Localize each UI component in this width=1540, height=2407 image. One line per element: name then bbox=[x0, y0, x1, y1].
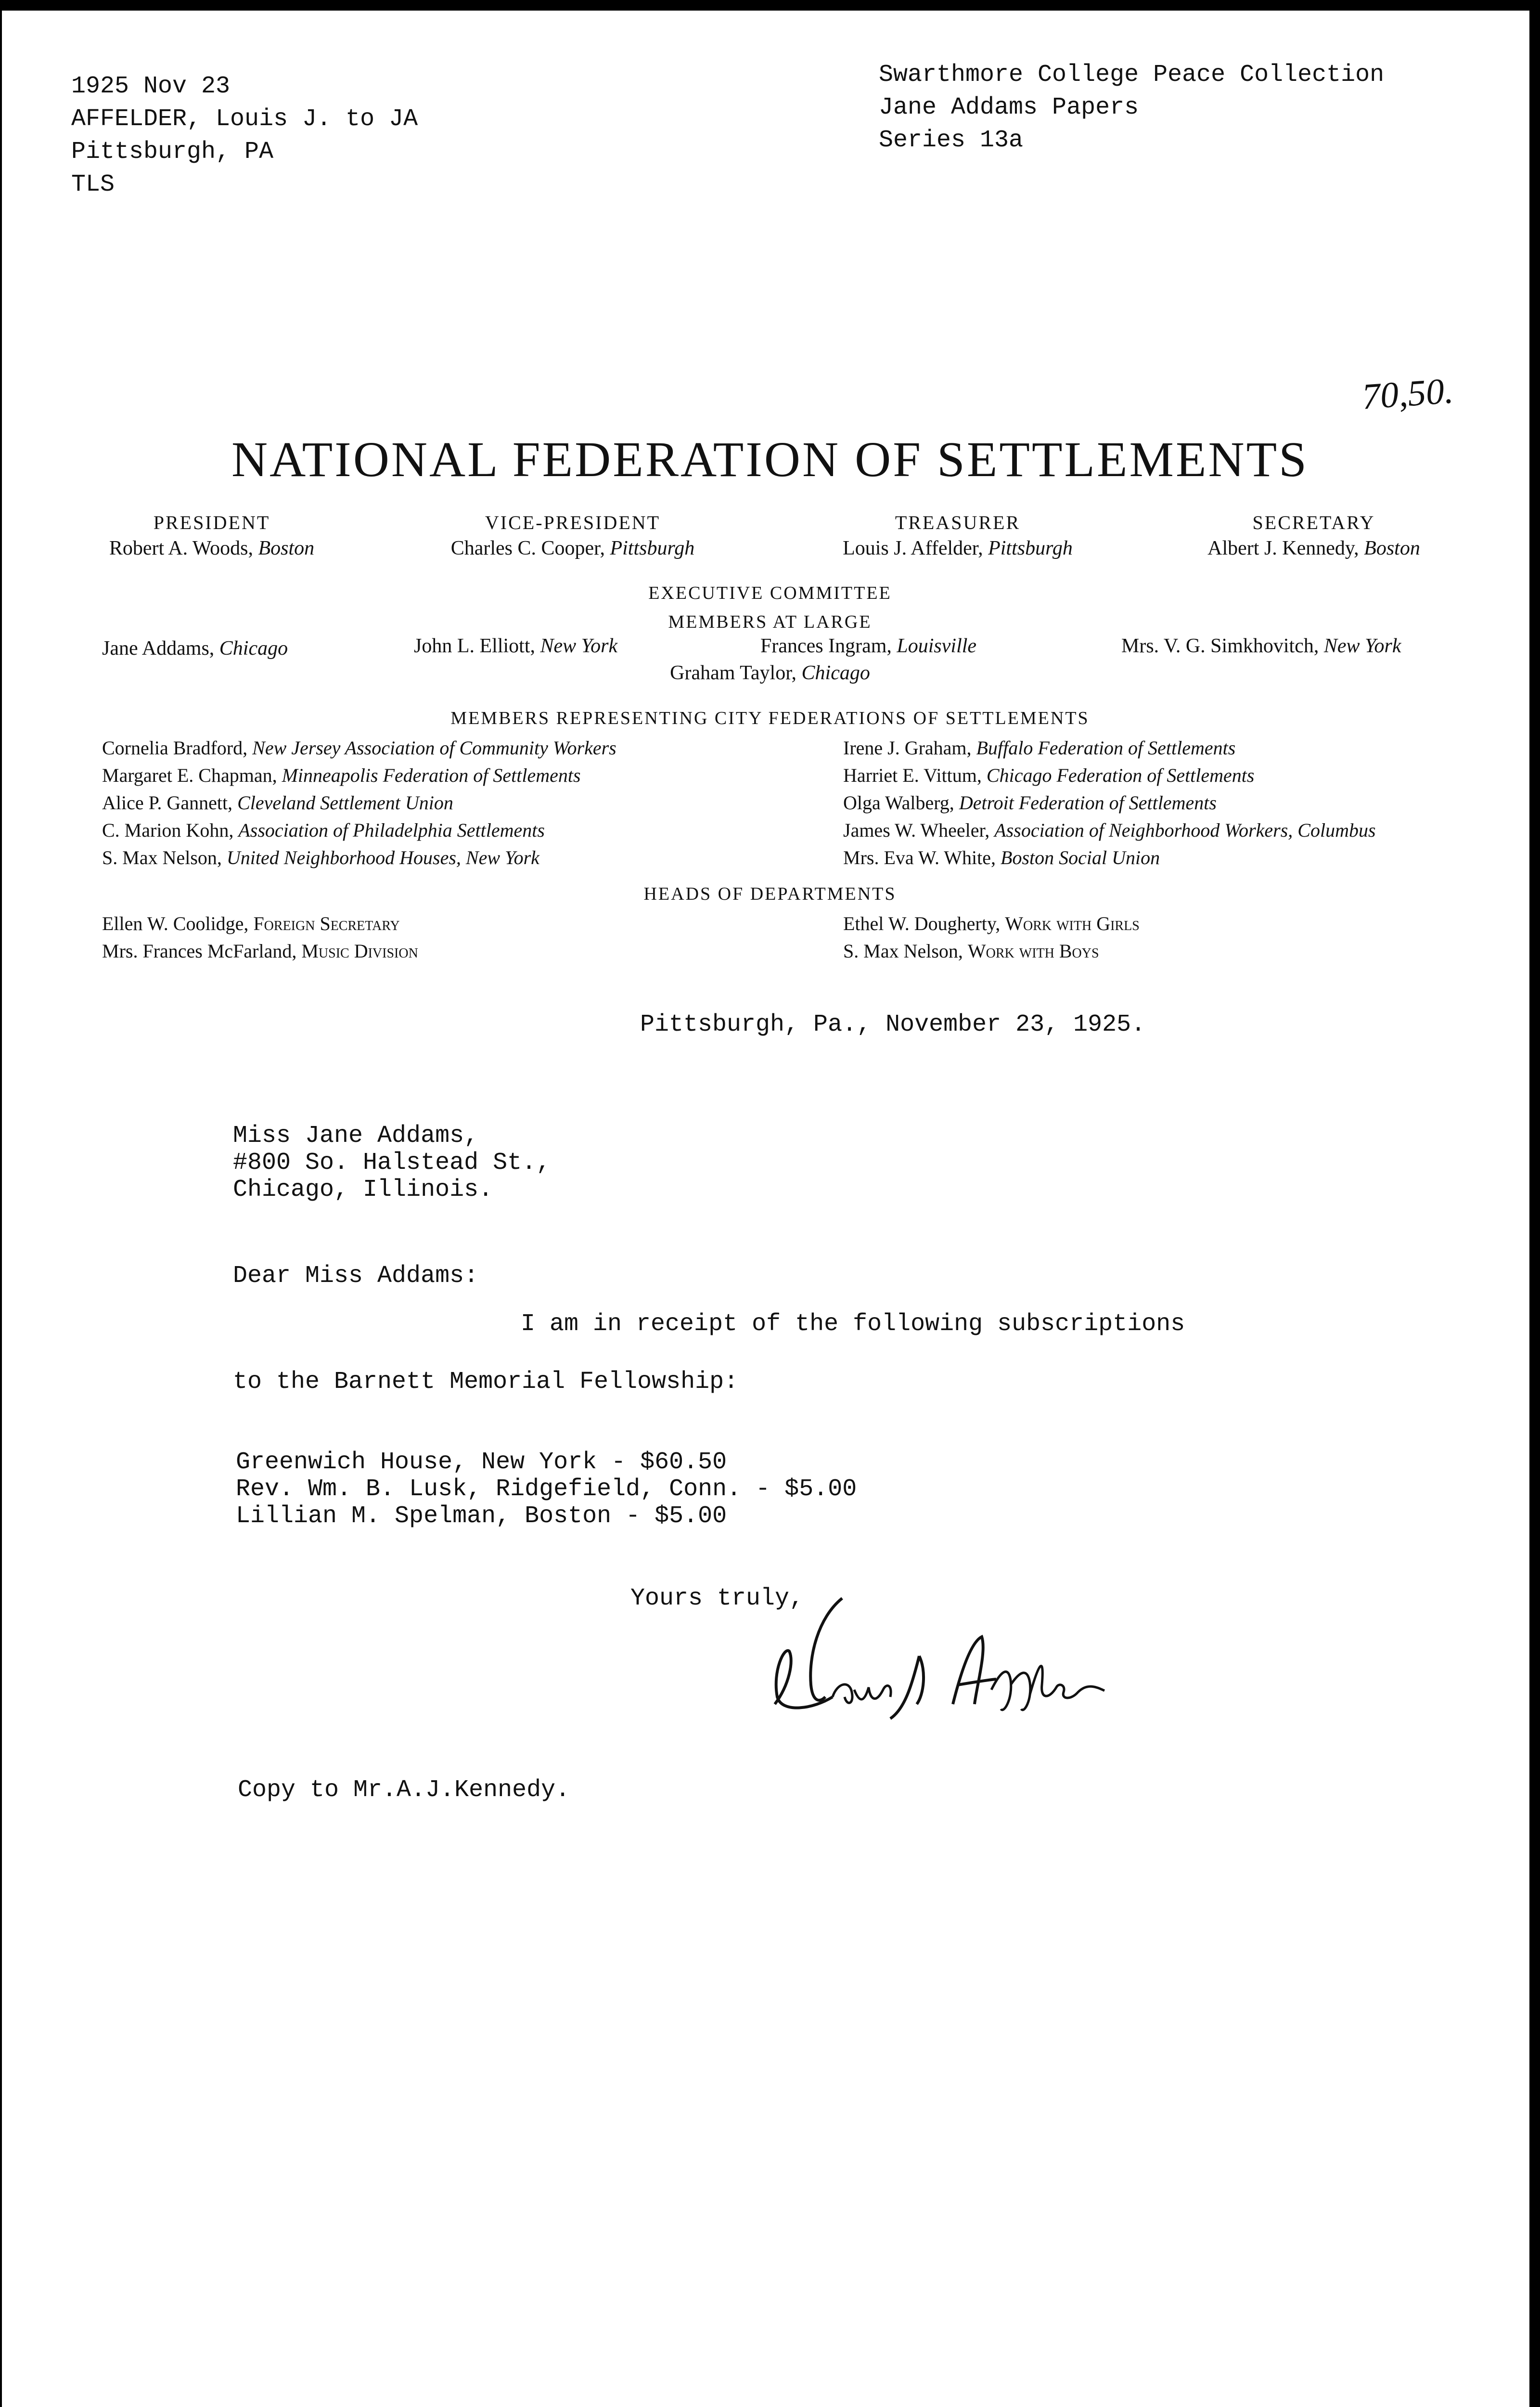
federation-member: Alice P. Gannett, Cleveland Settlement Union bbox=[102, 792, 453, 814]
subscription-item: Rev. Wm. B. Lusk, Ridgefield, Conn. - $5.00 bbox=[236, 1475, 857, 1503]
scan-border-left bbox=[0, 0, 2, 2407]
archive-info-right bbox=[879, 59, 1384, 157]
subscription-item: Lillian M. Spelman, Boston - $5.00 bbox=[236, 1502, 727, 1530]
committee-member: John L. Elliott, New York bbox=[414, 635, 618, 657]
executive-committee-title: EXECUTIVE COMMITTEE bbox=[648, 583, 892, 603]
city-federations-left-list bbox=[102, 734, 616, 871]
city-federations-right-list bbox=[843, 734, 1376, 871]
recipient-address bbox=[233, 1123, 551, 1204]
subscription-item: Greenwich House, New York - $60.50 bbox=[236, 1449, 727, 1476]
federation-member: James W. Wheeler, Association of Neighborhood Workers, Columbus bbox=[843, 819, 1376, 841]
federation-member: Mrs. Eva W. White, Boston Social Union bbox=[843, 847, 1160, 868]
subscription-list bbox=[236, 1449, 857, 1530]
officer-president bbox=[87, 511, 337, 560]
dateline: Pittsburgh, Pa., November 23, 1925. bbox=[640, 1011, 1146, 1038]
letterhead-title: NATIONAL FEDERATION OF SETTLEMENTS bbox=[231, 432, 1309, 487]
members-at-large-title: MEMBERS AT LARGE bbox=[668, 612, 872, 632]
committee-member: Frances Ingram, Louisville bbox=[760, 635, 977, 657]
office-title: PRESIDENT bbox=[153, 512, 270, 533]
federation-member: C. Marion Kohn, Association of Philadelphia Settlements bbox=[102, 819, 545, 841]
officer-name: Robert A. Woods, Boston bbox=[109, 537, 315, 559]
archive-papers: Jane Addams Papers bbox=[879, 94, 1139, 121]
handwritten-mark: 70,50. bbox=[1360, 370, 1455, 417]
archive-doc-type: TLS bbox=[71, 171, 115, 198]
closing: Yours truly, bbox=[630, 1585, 804, 1612]
office-title: TREASURER bbox=[895, 512, 1021, 533]
department-head: Ethel W. Dougherty, Work with Girls bbox=[843, 913, 1140, 934]
federation-member: S. Max Nelson, United Neighborhood Houses, New York bbox=[102, 847, 539, 868]
federation-member: Margaret E. Chapman, Minneapolis Federation of Settlements bbox=[102, 764, 581, 786]
city-federations-title: MEMBERS REPRESENTING CITY FEDERATIONS OF SETTLEMENTS bbox=[450, 708, 1090, 728]
federation-member: Cornelia Bradford, New Jersey Association of Community Workers bbox=[102, 737, 616, 759]
copy-note: Copy to Mr.A.J.Kennedy. bbox=[238, 1776, 570, 1804]
address-line: Chicago, Illinois. bbox=[233, 1176, 493, 1204]
officer-name: Louis J. Affelder, Pittsburgh bbox=[843, 537, 1073, 559]
departments-left-list bbox=[102, 910, 418, 965]
office-title: SECRETARY bbox=[1252, 512, 1375, 533]
department-head: S. Max Nelson, Work with Boys bbox=[843, 940, 1099, 962]
address-line: #800 So. Halstead St., bbox=[233, 1149, 551, 1177]
archive-info-left bbox=[71, 70, 418, 201]
scan-border-right bbox=[1529, 0, 1540, 2407]
department-head: Mrs. Frances McFarland, Music Division bbox=[102, 940, 418, 962]
federation-member: Irene J. Graham, Buffalo Federation of Settlements bbox=[843, 737, 1236, 759]
scan-border-top bbox=[0, 0, 1540, 11]
salutation: Dear Miss Addams: bbox=[233, 1262, 479, 1290]
body-line: to the Barnett Memorial Fellowship: bbox=[233, 1368, 739, 1396]
officer-secretary bbox=[1174, 511, 1453, 560]
officer-name: Charles C. Cooper, Pittsburgh bbox=[450, 537, 695, 559]
committee-member: Mrs. V. G. Simkhovitch, New York bbox=[1121, 635, 1401, 657]
departments-title: HEADS OF DEPARTMENTS bbox=[643, 884, 897, 904]
committee-member: Graham Taylor, Chicago bbox=[670, 662, 870, 684]
federation-member: Harriet E. Vittum, Chicago Federation of Settlements bbox=[843, 764, 1255, 786]
archive-correspondents: AFFELDER, Louis J. to JA bbox=[71, 105, 418, 133]
department-head: Ellen W. Coolidge, Foreign Secretary bbox=[102, 913, 400, 934]
federation-member: Olga Walberg, Detroit Federation of Settlements bbox=[843, 792, 1217, 814]
committee-member: Jane Addams, Chicago bbox=[102, 637, 288, 660]
signature bbox=[760, 1589, 1107, 1723]
officer-name: Albert J. Kennedy, Boston bbox=[1207, 537, 1420, 559]
archive-series: Series 13a bbox=[879, 127, 1024, 154]
departments-right-list bbox=[843, 910, 1140, 965]
officer-treasurer bbox=[808, 511, 1107, 560]
archive-date: 1925 Nov 23 bbox=[71, 73, 231, 100]
office-title: VICE-PRESIDENT bbox=[485, 512, 661, 533]
archive-collection: Swarthmore College Peace Collection bbox=[879, 61, 1385, 89]
body-line: I am in receipt of the following subscriptions bbox=[521, 1310, 1185, 1338]
officer-vice-president bbox=[424, 511, 722, 560]
address-line: Miss Jane Addams, bbox=[233, 1122, 479, 1150]
archive-place: Pittsburgh, PA bbox=[71, 138, 274, 166]
